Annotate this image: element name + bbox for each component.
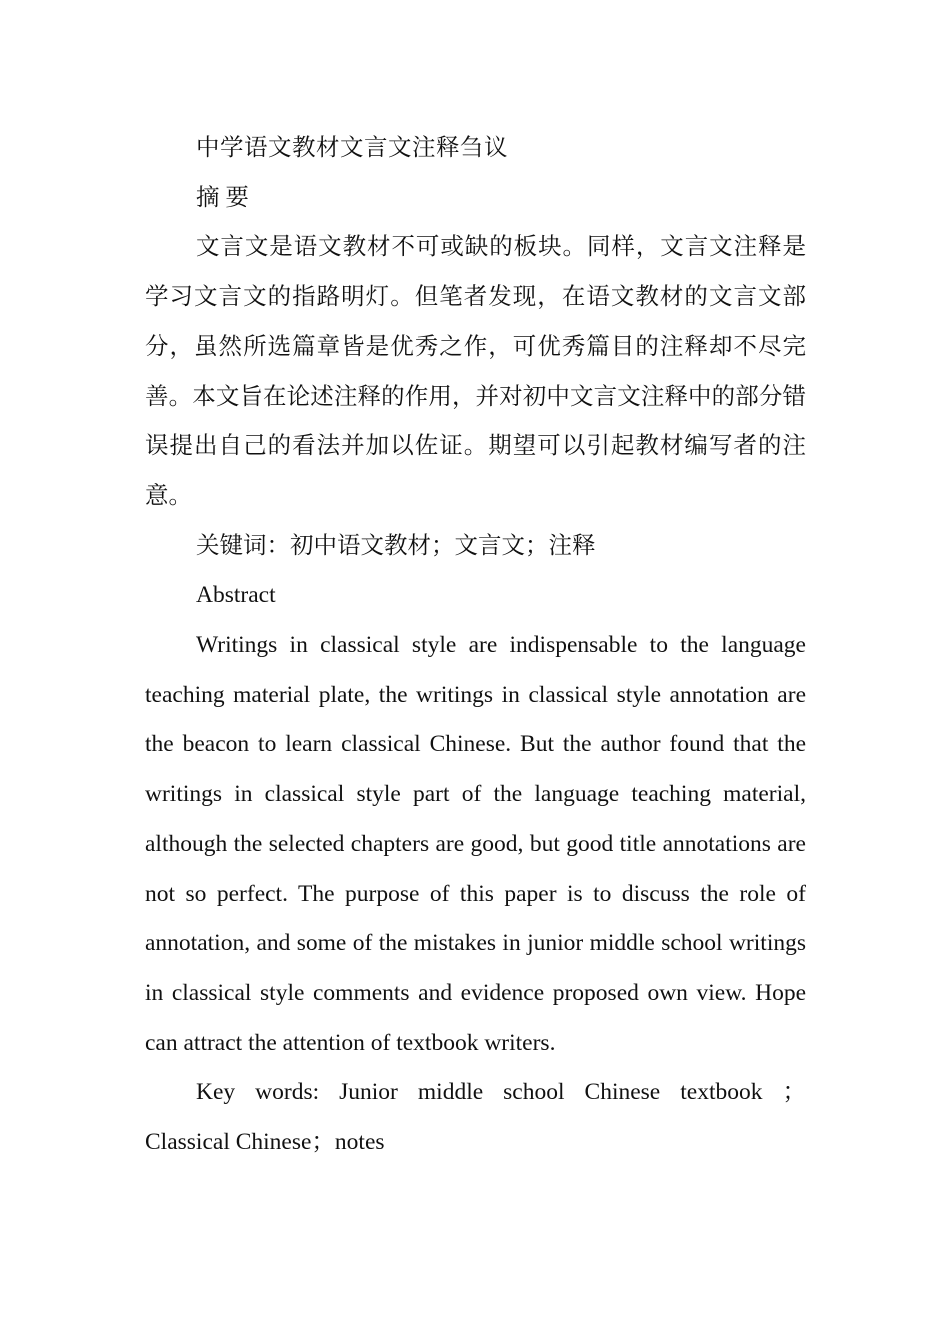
keywords-en-line-2: Classical Chinese；notes [145, 1129, 385, 1156]
keywords-en-line-1: Key words: Junior middle school Chinese textbook ； [196, 1079, 806, 1106]
keywords-en [145, 1068, 806, 1167]
abstract-zh-heading: 摘 要 [196, 184, 249, 211]
abstract-en-paragraph: Writings in classical style are indispensable to the language teaching material plate, the writings in classical style annotation are the beacon to learn classical Chinese. But the author found that the writings in classical style part of the language teaching material, although the selected chapters are good, but good title annotations are not so perfect. The purpose of this paper is to discuss the role of annotation, and some of the mistakes in junior middle school writings in classical style comments and evidence proposed own view. Hope can attract the attention of textbook writers. [145, 632, 806, 1056]
keywords-zh: 关键词：初中语文教材；文言文；注释 [196, 532, 596, 559]
abstract-zh-paragraph: 文言文是语文教材不可或缺的板块。同样，文言文注释是学习文言文的指路明灯。但笔者发现，在语文教材的文言文部分，虽然所选篇章皆是优秀之作，可优秀篇目的注释却不尽完善。本文旨在论述注释的作用，并对初中文言文注释中的部分错误提出自己的看法并加以佐证。期望可以引起教材编写者的注意。 [145, 234, 806, 509]
document-title: 中学语文教材文言文注释刍议 [196, 135, 508, 161]
document-body [145, 124, 806, 1168]
abstract-en-heading: Abstract [196, 582, 276, 609]
